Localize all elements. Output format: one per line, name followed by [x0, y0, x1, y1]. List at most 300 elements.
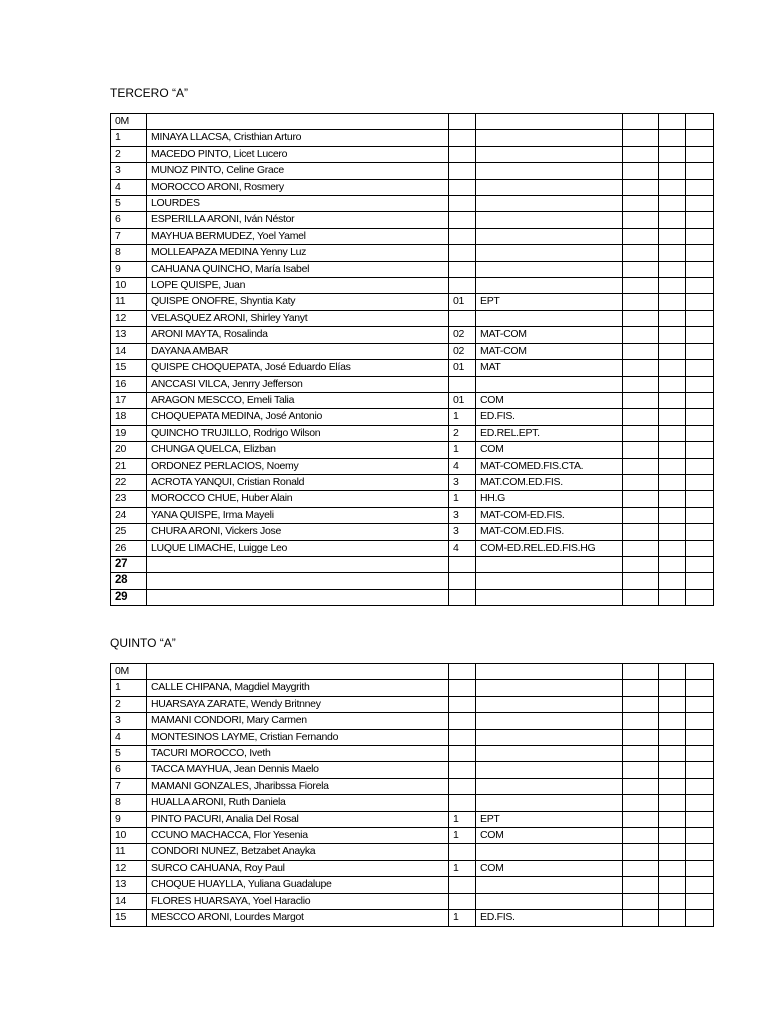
cell-empty [659, 458, 686, 474]
cell-empty [686, 179, 714, 195]
cell-empty [686, 261, 714, 277]
cell-number: 10 [111, 828, 147, 844]
cell-areas: HH.G [476, 491, 623, 507]
table-row [111, 360, 714, 376]
header-cell-empty [147, 664, 449, 680]
cell-areas: EPT [476, 294, 623, 310]
cell-empty [623, 680, 659, 696]
table-row [111, 524, 714, 540]
cell-student-name: CHURA ARONI, Vickers Jose [147, 524, 449, 540]
cell-count [449, 844, 476, 860]
cell-empty [686, 163, 714, 179]
cell-count: 1 [449, 409, 476, 425]
cell-count [449, 212, 476, 228]
cell-number: 15 [111, 360, 147, 376]
cell-number: 6 [111, 762, 147, 778]
cell-count: 01 [449, 294, 476, 310]
cell-student-name: ANCCASI VILCA, Jenrry Jefferson [147, 376, 449, 392]
cell-areas [476, 696, 623, 712]
cell-empty [623, 245, 659, 261]
cell-areas: MAT-COMED.FIS.CTA. [476, 458, 623, 474]
cell-empty [659, 442, 686, 458]
cell-number: 28 [111, 573, 147, 589]
table-row [111, 212, 714, 228]
cell-empty [623, 860, 659, 876]
cell-number: 8 [111, 245, 147, 261]
cell-student-name: ARAGON MESCCO, Emeli Talia [147, 392, 449, 408]
cell-student-name: LOURDES [147, 196, 449, 212]
cell-areas: COM [476, 442, 623, 458]
table-row [111, 556, 714, 572]
cell-empty [659, 196, 686, 212]
cell-count [449, 245, 476, 261]
cell-student-name: MOLLEAPAZA MEDINA Yenny Luz [147, 245, 449, 261]
cell-empty [686, 146, 714, 162]
cell-empty [686, 228, 714, 244]
header-cell-empty [659, 114, 686, 130]
cell-count: 01 [449, 392, 476, 408]
cell-student-name: TACCA MAYHUA, Jean Dennis Maelo [147, 762, 449, 778]
cell-count [449, 713, 476, 729]
cell-student-name: YANA QUISPE, Irma Mayeli [147, 507, 449, 523]
student-table-quinto [110, 663, 714, 927]
cell-empty [659, 278, 686, 294]
cell-areas [476, 278, 623, 294]
cell-number: 23 [111, 491, 147, 507]
table-row [111, 474, 714, 490]
cell-empty [623, 746, 659, 762]
cell-student-name: PINTO PACURI, Analia Del Rosal [147, 811, 449, 827]
cell-empty [659, 507, 686, 523]
cell-number: 5 [111, 746, 147, 762]
cell-student-name [147, 589, 449, 605]
cell-student-name: CHOQUEPATA MEDINA, José Antonio [147, 409, 449, 425]
cell-count: 1 [449, 811, 476, 827]
cell-count [449, 573, 476, 589]
cell-count [449, 589, 476, 605]
cell-empty [659, 425, 686, 441]
cell-areas [476, 573, 623, 589]
cell-number: 20 [111, 442, 147, 458]
cell-number: 16 [111, 376, 147, 392]
table-row [111, 425, 714, 441]
cell-empty [659, 130, 686, 146]
cell-number: 2 [111, 146, 147, 162]
cell-empty [623, 409, 659, 425]
cell-student-name: QUISPE CHOQUEPATA, José Eduardo Elías [147, 360, 449, 376]
cell-count [449, 696, 476, 712]
cell-areas [476, 179, 623, 195]
cell-number: 5 [111, 196, 147, 212]
cell-empty [623, 212, 659, 228]
cell-student-name: MAMANI CONDORI, Mary Carmen [147, 713, 449, 729]
cell-number: 9 [111, 811, 147, 827]
cell-empty [623, 196, 659, 212]
cell-empty [623, 261, 659, 277]
header-cell-empty [147, 114, 449, 130]
cell-empty [659, 696, 686, 712]
header-cell-empty [659, 664, 686, 680]
section-title-quinto: QUINTO “A” [110, 636, 176, 650]
cell-empty [659, 343, 686, 359]
cell-student-name: QUINCHO TRUJILLO, Rodrigo Wilson [147, 425, 449, 441]
cell-number: 15 [111, 910, 147, 926]
cell-areas [476, 762, 623, 778]
cell-empty [623, 360, 659, 376]
cell-areas [476, 261, 623, 277]
cell-areas: MAT.COM.ED.FIS. [476, 474, 623, 490]
cell-empty [686, 409, 714, 425]
header-cell-empty [476, 114, 623, 130]
cell-number: 12 [111, 860, 147, 876]
cell-count: 1 [449, 860, 476, 876]
cell-areas [476, 146, 623, 162]
table-row [111, 458, 714, 474]
table-row [111, 860, 714, 876]
cell-empty [659, 179, 686, 195]
cell-student-name: CHOQUE HUAYLLA, Yuliana Guadalupe [147, 877, 449, 893]
cell-empty [686, 589, 714, 605]
cell-count: 1 [449, 442, 476, 458]
cell-areas [476, 556, 623, 572]
cell-empty [623, 910, 659, 926]
cell-empty [623, 540, 659, 556]
cell-student-name: TACURI MOROCCO, Iveth [147, 746, 449, 762]
cell-empty [686, 860, 714, 876]
cell-student-name [147, 556, 449, 572]
cell-empty [659, 729, 686, 745]
cell-count [449, 146, 476, 162]
cell-student-name: LOPE QUISPE, Juan [147, 278, 449, 294]
cell-number: 22 [111, 474, 147, 490]
table-row [111, 163, 714, 179]
header-cell-empty [623, 664, 659, 680]
cell-number: 19 [111, 425, 147, 441]
cell-empty [659, 811, 686, 827]
cell-empty [623, 376, 659, 392]
cell-empty [659, 844, 686, 860]
cell-empty [623, 893, 659, 909]
table-row [111, 409, 714, 425]
cell-empty [686, 507, 714, 523]
cell-number: 13 [111, 877, 147, 893]
cell-empty [686, 458, 714, 474]
cell-empty [623, 442, 659, 458]
cell-empty [623, 778, 659, 794]
cell-areas [476, 245, 623, 261]
cell-empty [686, 278, 714, 294]
cell-empty [623, 146, 659, 162]
cell-empty [623, 392, 659, 408]
header-cell-empty [476, 664, 623, 680]
cell-number: 1 [111, 130, 147, 146]
cell-count: 4 [449, 458, 476, 474]
cell-student-name: CHUNGA QUELCA, Elizban [147, 442, 449, 458]
cell-empty [686, 491, 714, 507]
table-row [111, 893, 714, 909]
table-row [111, 762, 714, 778]
table-row [111, 442, 714, 458]
cell-empty [623, 762, 659, 778]
cell-count [449, 163, 476, 179]
cell-number: 11 [111, 294, 147, 310]
cell-areas: MAT-COM [476, 327, 623, 343]
table-row [111, 261, 714, 277]
cell-count [449, 376, 476, 392]
cell-empty [659, 893, 686, 909]
table-row [111, 746, 714, 762]
cell-empty [623, 278, 659, 294]
cell-empty [659, 713, 686, 729]
cell-empty [686, 474, 714, 490]
cell-student-name: ACROTA YANQUI, Cristian Ronald [147, 474, 449, 490]
cell-count: 02 [449, 327, 476, 343]
cell-areas [476, 212, 623, 228]
cell-empty [686, 310, 714, 326]
header-cell-empty [449, 664, 476, 680]
cell-areas: COM-ED.REL.ED.FIS.HG [476, 540, 623, 556]
cell-student-name: MINAYA LLACSA, Cristhian Arturo [147, 130, 449, 146]
table-row [111, 130, 714, 146]
table-row [111, 507, 714, 523]
cell-areas [476, 310, 623, 326]
cell-count [449, 196, 476, 212]
cell-areas [476, 729, 623, 745]
cell-student-name: ARONI MAYTA, Rosalinda [147, 327, 449, 343]
cell-number: 27 [111, 556, 147, 572]
cell-count [449, 130, 476, 146]
cell-empty [623, 294, 659, 310]
table-row [111, 680, 714, 696]
cell-empty [686, 130, 714, 146]
cell-empty [686, 762, 714, 778]
cell-empty [686, 212, 714, 228]
cell-empty [623, 474, 659, 490]
cell-empty [623, 589, 659, 605]
cell-empty [659, 910, 686, 926]
cell-empty [659, 589, 686, 605]
cell-number: 1 [111, 680, 147, 696]
table-row [111, 696, 714, 712]
cell-areas [476, 746, 623, 762]
cell-empty [623, 425, 659, 441]
table-row [111, 310, 714, 326]
header-cell-number: 0M [111, 664, 147, 680]
cell-number: 9 [111, 261, 147, 277]
cell-areas [476, 589, 623, 605]
cell-count [449, 795, 476, 811]
cell-student-name: HUALLA ARONI, Ruth Daniela [147, 795, 449, 811]
cell-student-name: MOROCCO CHUE, Huber Alain [147, 491, 449, 507]
table-row [111, 713, 714, 729]
cell-empty [686, 524, 714, 540]
cell-count [449, 556, 476, 572]
cell-empty [659, 795, 686, 811]
cell-empty [659, 212, 686, 228]
cell-empty [659, 310, 686, 326]
cell-empty [686, 343, 714, 359]
header-cell-empty [623, 114, 659, 130]
table-row [111, 392, 714, 408]
cell-empty [686, 910, 714, 926]
cell-count: 2 [449, 425, 476, 441]
table-row [111, 729, 714, 745]
cell-count: 1 [449, 828, 476, 844]
cell-empty [686, 828, 714, 844]
table-row [111, 844, 714, 860]
cell-empty [686, 573, 714, 589]
cell-empty [686, 442, 714, 458]
cell-empty [659, 828, 686, 844]
cell-empty [686, 680, 714, 696]
table-row [111, 228, 714, 244]
cell-empty [659, 294, 686, 310]
table-row [111, 146, 714, 162]
table-header-row [111, 114, 714, 130]
cell-areas: COM [476, 392, 623, 408]
cell-empty [659, 146, 686, 162]
cell-count: 02 [449, 343, 476, 359]
cell-empty [623, 310, 659, 326]
cell-empty [686, 327, 714, 343]
cell-number: 11 [111, 844, 147, 860]
cell-number: 2 [111, 696, 147, 712]
cell-count [449, 762, 476, 778]
table-header-row [111, 664, 714, 680]
cell-empty [623, 458, 659, 474]
cell-empty [623, 573, 659, 589]
cell-areas [476, 713, 623, 729]
cell-empty [659, 163, 686, 179]
cell-count: 1 [449, 491, 476, 507]
cell-student-name: MONTESINOS LAYME, Cristian Fernando [147, 729, 449, 745]
cell-student-name [147, 573, 449, 589]
cell-areas: ED.REL.EPT. [476, 425, 623, 441]
cell-student-name: CCUNO MACHACCA, Flor Yesenia [147, 828, 449, 844]
table-row [111, 589, 714, 605]
cell-empty [623, 228, 659, 244]
cell-number: 17 [111, 392, 147, 408]
cell-number: 8 [111, 795, 147, 811]
cell-count [449, 729, 476, 745]
cell-student-name: CAHUANA QUINCHO, María Isabel [147, 261, 449, 277]
table-row [111, 877, 714, 893]
table-row [111, 795, 714, 811]
cell-empty [659, 261, 686, 277]
cell-empty [686, 795, 714, 811]
cell-areas: MAT-COM-ED.FIS. [476, 507, 623, 523]
cell-empty [623, 163, 659, 179]
cell-number: 4 [111, 729, 147, 745]
cell-empty [686, 746, 714, 762]
cell-student-name: CONDORI NUNEZ, Betzabet Anayka [147, 844, 449, 860]
cell-areas: COM [476, 828, 623, 844]
cell-count [449, 261, 476, 277]
cell-empty [659, 360, 686, 376]
cell-empty [686, 696, 714, 712]
cell-empty [623, 729, 659, 745]
cell-student-name: VELASQUEZ ARONI, Shirley Yanyt [147, 310, 449, 326]
cell-empty [686, 294, 714, 310]
cell-areas: ED.FIS. [476, 409, 623, 425]
cell-empty [686, 556, 714, 572]
header-cell-empty [686, 114, 714, 130]
table-row [111, 491, 714, 507]
cell-number: 4 [111, 179, 147, 195]
cell-empty [686, 392, 714, 408]
cell-empty [659, 491, 686, 507]
cell-empty [623, 828, 659, 844]
table-row [111, 294, 714, 310]
cell-student-name: MESCCO ARONI, Lourdes Margot [147, 910, 449, 926]
cell-count: 1 [449, 910, 476, 926]
cell-number: 14 [111, 893, 147, 909]
cell-areas [476, 130, 623, 146]
cell-count [449, 746, 476, 762]
cell-empty [659, 778, 686, 794]
cell-count: 01 [449, 360, 476, 376]
cell-empty [659, 680, 686, 696]
student-table-tercero [110, 113, 714, 606]
cell-count [449, 893, 476, 909]
cell-empty [659, 228, 686, 244]
cell-student-name: ORDONEZ PERLACIOS, Noemy [147, 458, 449, 474]
cell-areas [476, 228, 623, 244]
cell-count: 3 [449, 474, 476, 490]
section-title-tercero: TERCERO “A” [110, 86, 188, 100]
cell-empty [659, 409, 686, 425]
table-row [111, 778, 714, 794]
cell-empty [623, 327, 659, 343]
cell-count [449, 877, 476, 893]
cell-empty [659, 392, 686, 408]
cell-student-name: LUQUE LIMACHE, Luigge Leo [147, 540, 449, 556]
cell-empty [686, 360, 714, 376]
cell-number: 25 [111, 524, 147, 540]
cell-empty [659, 376, 686, 392]
cell-student-name: CALLE CHIPANA, Magdiel Maygrith [147, 680, 449, 696]
cell-empty [659, 762, 686, 778]
table-row [111, 811, 714, 827]
cell-empty [659, 556, 686, 572]
cell-empty [686, 877, 714, 893]
cell-empty [686, 893, 714, 909]
cell-empty [659, 540, 686, 556]
cell-count: 4 [449, 540, 476, 556]
cell-student-name: MACEDO PINTO, Licet Lucero [147, 146, 449, 162]
table-row [111, 179, 714, 195]
cell-student-name: MOROCCO ARONI, Rosmery [147, 179, 449, 195]
cell-number: 3 [111, 713, 147, 729]
header-cell-empty [449, 114, 476, 130]
cell-empty [623, 556, 659, 572]
table-row [111, 278, 714, 294]
table-row [111, 573, 714, 589]
cell-areas [476, 844, 623, 860]
cell-number: 7 [111, 778, 147, 794]
cell-number: 6 [111, 212, 147, 228]
cell-empty [659, 474, 686, 490]
cell-areas [476, 795, 623, 811]
cell-empty [623, 507, 659, 523]
cell-number: 29 [111, 589, 147, 605]
cell-student-name: ESPERILLA ARONI, Iván Néstor [147, 212, 449, 228]
cell-empty [623, 811, 659, 827]
cell-empty [623, 343, 659, 359]
cell-areas: MAT [476, 360, 623, 376]
cell-empty [623, 179, 659, 195]
cell-empty [686, 540, 714, 556]
